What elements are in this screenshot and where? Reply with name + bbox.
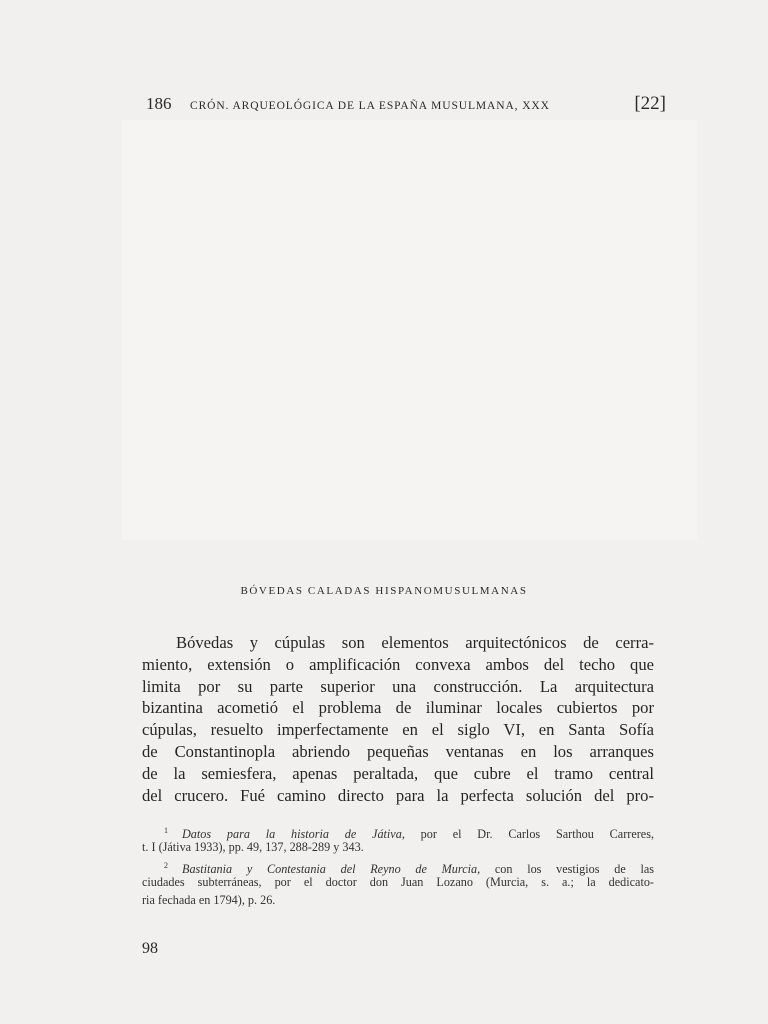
footnote-2-mark: 2: [164, 860, 168, 870]
footnote-2-line-3: ria fechada en 1794), p. 26.: [142, 892, 276, 907]
section-title: BÓVEDAS CALADAS HISPANOMUSULMANAS: [240, 585, 528, 597]
footnote-2-line-2: ciudades subterráneas, por el doctor don Juan Lozano (Murcia, s. a.; la dedicato-: [142, 875, 654, 890]
footnote-1-line-2: t. I (Játiva 1933), pp. 49, 137, 288-289 y 343.: [142, 840, 364, 855]
body-line: Bóvedas y cúpulas son elementos arquitectónicos de cerra-: [176, 633, 654, 652]
running-header: [146, 93, 666, 119]
footnotes: [142, 822, 654, 909]
footnote-1-mark: 1: [164, 826, 168, 835]
bottom-page-number: 98: [142, 940, 158, 957]
body-line: del crucero. Fué camino directo para la perfecta solución del pro-: [142, 785, 654, 805]
body-line: limita por su parte superior una construcción. La arquitectura: [142, 676, 654, 696]
body-line: bizantina acometió el problema de iluminar locales cubiertos por: [142, 698, 654, 718]
body-line: de Constantinopla abriendo pequeñas ventanas en los arranques: [142, 741, 654, 761]
body-line: de la semiesfera, apenas peraltada, que cubre el tramo central: [142, 763, 654, 783]
header-title: CRÓN. ARQUEOLÓGICA DE LA ESPAÑA MUSULMANA, XXX: [190, 100, 550, 112]
body-paragraph: [142, 632, 654, 806]
footnote-2-text: con los vestigios de las: [494, 861, 654, 876]
footnote-1-line-1: [142, 822, 654, 842]
footnote-1-title: Datos para la historia de Játiva,: [182, 827, 405, 842]
blank-plate-area: [122, 120, 697, 540]
body-line: miento, extensión o amplificación convexa ambos del techo que: [142, 654, 654, 674]
body-line: cúpulas, resuelto imperfectamente en el siglo VI, en Santa Sofía: [142, 720, 654, 740]
footnote-2-title: Bastitania y Contestania del Reyno de Murcia,: [182, 861, 481, 876]
footnote-2-line-1: [142, 857, 654, 874]
header-page-number: 186: [146, 94, 172, 113]
footnote-1-text: por el Dr. Carlos Sarthou Carreres,: [420, 827, 654, 842]
header-plate-number: [22]: [634, 93, 666, 114]
